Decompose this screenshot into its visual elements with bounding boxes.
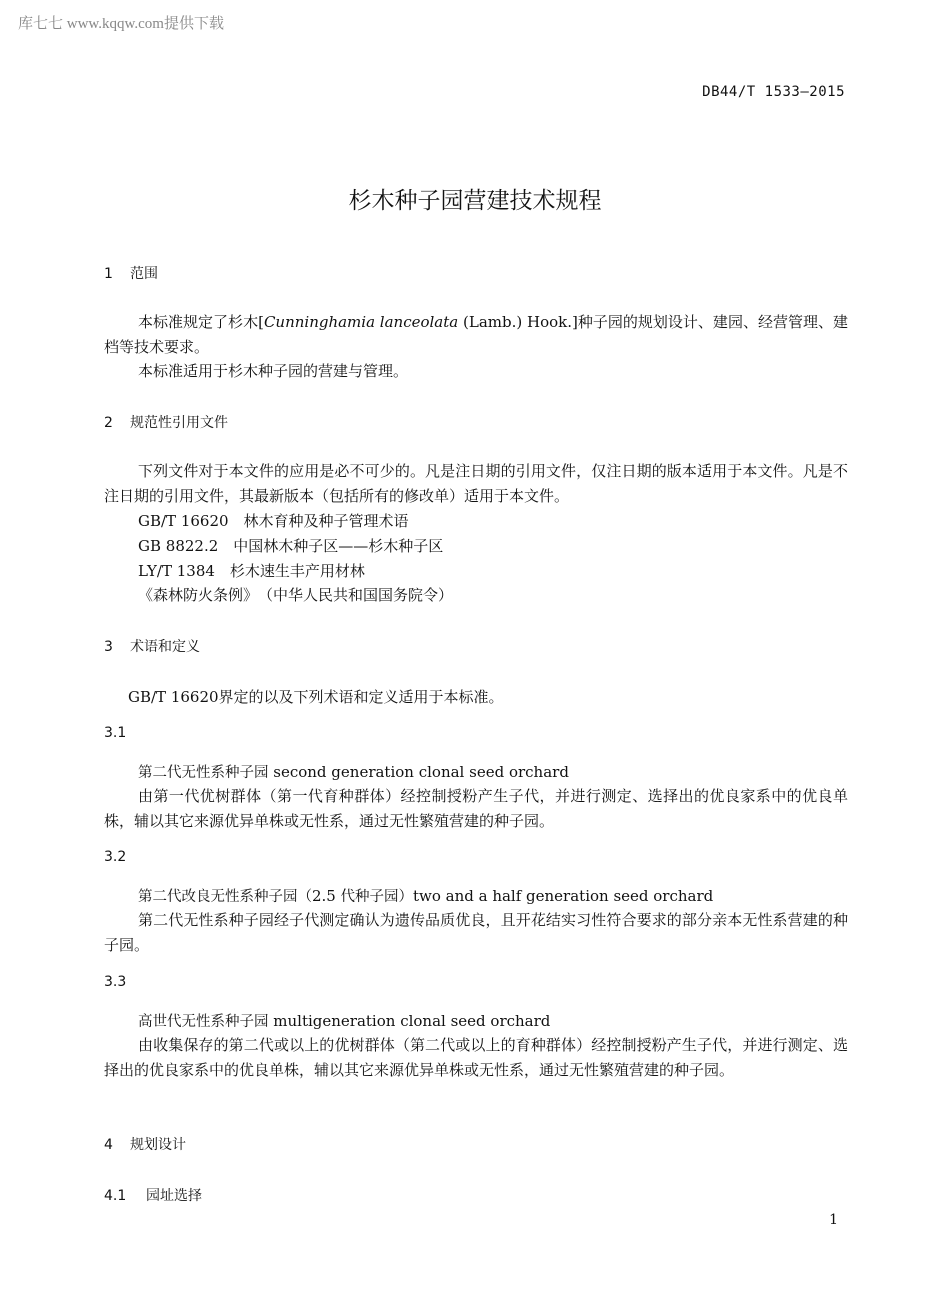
section-number: 4 — [104, 1137, 113, 1153]
section-2-heading — [104, 412, 228, 432]
term-english: multigeneration clonal seed orchard — [268, 1012, 551, 1030]
term-english: second generation clonal seed orchard — [268, 763, 569, 781]
term-3-2-number: 3.2 — [104, 849, 127, 865]
term-chinese: 第二代无性系种子园 — [138, 765, 269, 781]
text: 本标准规定了杉木[ — [138, 313, 264, 331]
section-number: 1 — [104, 266, 113, 282]
terms-intro: GB/T 16620界定的以及下列术语和定义适用于本标准。 — [128, 688, 504, 706]
section-title: 术语和定义 — [130, 639, 200, 655]
section-title: 范围 — [130, 266, 158, 282]
scope-paragraph-2: 本标准适用于杉木种子园的营建与管理。 — [138, 362, 409, 380]
term-3-3-title — [138, 1010, 550, 1031]
term-chinese: 高世代无性系种子园 — [138, 1014, 269, 1030]
section-number: 3 — [104, 639, 113, 655]
term-3-1-definition: 由第一代优树群体（第一代育种群体）经控制授粉产生子代，并进行测定、选择出的优良家系中的优良单株，辅以其它来源优异单株或无性系，通过无性繁殖营建的种子园。 — [104, 787, 848, 830]
section-4-heading — [104, 1134, 186, 1154]
term-3-2-definition: 第二代无性系种子园经子代测定确认为遗传品质优良，且开花结实习性符合要求的部分亲本无性系营建的种子园。 — [104, 911, 848, 954]
term-chinese: 第二代改良无性系种子园（ — [138, 889, 312, 905]
section-title: 规划设计 — [130, 1137, 186, 1153]
reference-item: 《森林防火条例》 （中华人民共和国国务院令） — [138, 586, 454, 604]
document-number: DB44/T 1533—2015 — [702, 84, 845, 100]
section-1-heading — [104, 263, 158, 283]
scope-paragraph-1 — [104, 310, 848, 359]
term-english: two and a half generation seed orchard — [412, 887, 714, 905]
term-number: 2.5 — [312, 887, 336, 905]
reference-item: GB 8822.2 中国林木种子区——杉木种子区 — [138, 537, 444, 555]
page-number: 1 — [829, 1212, 838, 1228]
subsection-number: 4.1 — [104, 1188, 127, 1204]
section-3-heading — [104, 636, 200, 656]
subsection-title: 园址选择 — [146, 1188, 202, 1204]
term-3-3-definition: 由收集保存的第二代或以上的优树群体（第二代或以上的育种群体）经控制授粉产生子代，并进行测定、选择出的优良家系中的优良单株，辅以其它来源优异单株或无性系，通过无性繁殖营建的种子园。 — [104, 1036, 848, 1079]
species-name: Cunninghamia lanceolata — [263, 313, 459, 331]
reference-item: LY/T 1384 杉木速生丰产用材林 — [138, 562, 365, 580]
section-number: 2 — [104, 415, 113, 431]
section-title: 规范性引用文件 — [130, 415, 228, 431]
text: (Lamb.) Hook.]种子园的规划设计、建园、经营管理、建档等技术要求。 — [104, 313, 849, 356]
watermark: 库七七 www.kqqw.com提供下载 — [18, 16, 224, 32]
term-3-1-number: 3.1 — [104, 725, 127, 741]
reference-item: GB/T 16620 林木育种及种子管理术语 — [138, 512, 409, 530]
term-3-1-title — [138, 761, 569, 782]
section-4-1-heading — [104, 1185, 202, 1205]
page-title: 杉木种子园营建技术规程 — [348, 188, 602, 214]
term-chinese: 代种子园） — [335, 889, 413, 905]
term-3-2-title — [138, 885, 713, 906]
references-paragraph: 下列文件对于本文件的应用是必不可少的。凡是注日期的引用文件，仅注日期的版本适用于本文件。凡是不注日期的引用文件，其最新版本（包括所有的修改单）适用于本文件。 — [104, 462, 848, 505]
term-3-3-number: 3.3 — [104, 974, 127, 990]
